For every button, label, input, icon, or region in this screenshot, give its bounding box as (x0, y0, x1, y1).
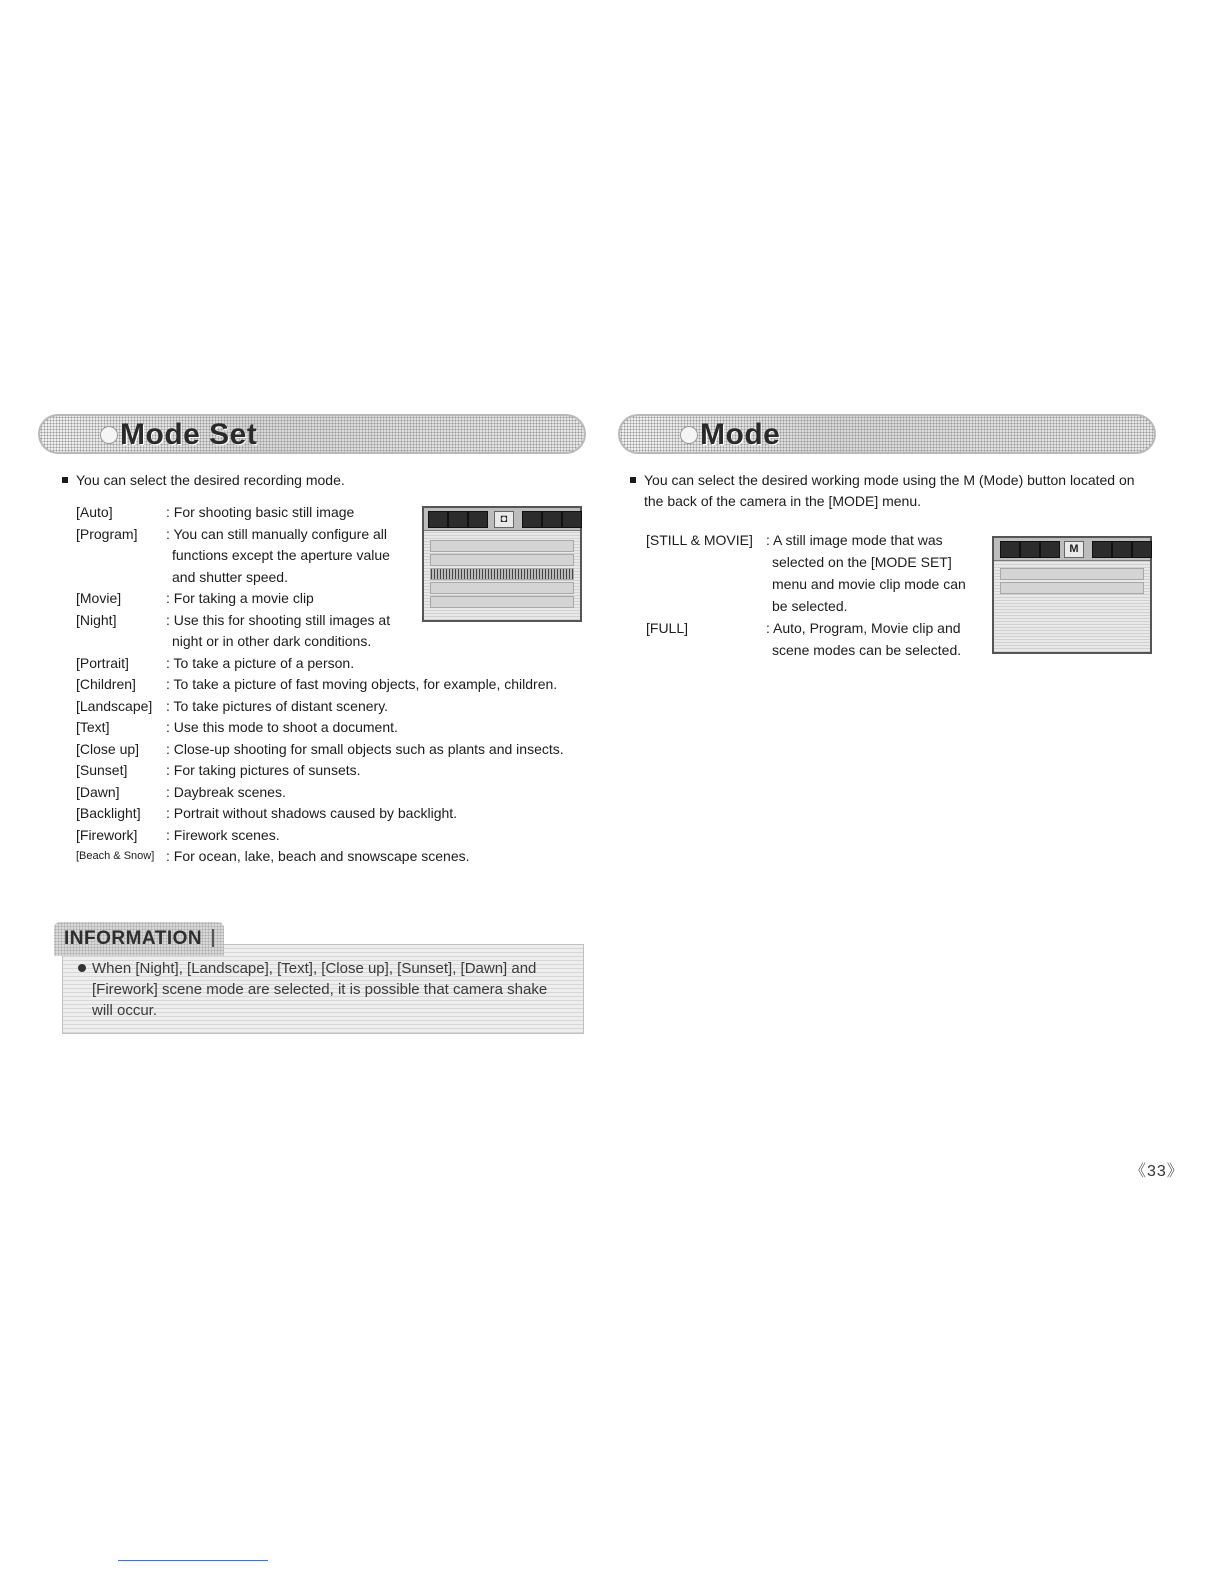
screen-tab-icon (542, 511, 562, 528)
screen-tab-icon (1132, 541, 1152, 558)
screen-tab-icon (1040, 541, 1060, 558)
mode-entry (76, 782, 596, 804)
mode-screen-image (992, 536, 1152, 654)
mode-intro-cont: the back of the camera in the [MODE] menu. (644, 493, 922, 509)
mode-description: functions except the aperture value (172, 547, 390, 563)
mode-name: [Children] (76, 676, 136, 692)
mode-description: night or in other dark conditions. (172, 633, 372, 649)
mode-description: : Auto, Program, Movie clip and (766, 620, 961, 636)
mode-description: : Use this mode to shoot a document. (166, 719, 398, 735)
mode-entry (76, 739, 596, 761)
information-header (54, 922, 224, 956)
mode-description: : To take a picture of fast moving objects, for example, children. (166, 676, 558, 692)
mode-set-banner (38, 414, 586, 454)
screen-menu-row (430, 582, 574, 594)
screen-tab-icon (1092, 541, 1112, 558)
mode-description: : Portrait without shadows caused by backlight. (166, 805, 458, 821)
mode-description: : A still image mode that was (766, 532, 943, 548)
mode-set-intro: You can select the desired recording mode. (62, 470, 345, 491)
mode-entry (76, 653, 596, 675)
mode-description: : For shooting basic still image (166, 504, 355, 520)
mode-name: [STILL & MOVIE] (646, 532, 753, 548)
mode-name: [Sunset] (76, 762, 128, 778)
screen-tab-icon (448, 511, 468, 528)
mode-description: : To take pictures of distant scenery. (166, 697, 389, 714)
mode-entry (76, 803, 596, 825)
square-bullet-icon (62, 477, 68, 483)
banner-dot-icon (680, 426, 698, 444)
screen-tab-icon (1020, 541, 1040, 558)
screen-tab-icon (428, 511, 448, 528)
mode-description: menu and movie clip mode can (772, 576, 966, 592)
screen-tab-icon (1000, 541, 1020, 558)
mode-entry (76, 674, 596, 696)
banner-dot-icon (100, 426, 118, 444)
mode-name: [Firework] (76, 826, 138, 843)
mode-intro: You can select the desired working mode using the M (Mode) button located on (630, 470, 1135, 491)
mode-description: : You can still manually configure all (166, 525, 388, 542)
mode-entry (76, 717, 596, 739)
screen-tab-bar (424, 508, 580, 531)
mode-set-screen-image (422, 506, 582, 622)
mode-description: : Daybreak scenes. (166, 783, 286, 800)
screen-tab-mode-icon: M (1064, 541, 1084, 558)
mode-name: [Portrait] (76, 654, 129, 671)
mode-description: : For taking a movie clip (166, 590, 314, 606)
mode-description: and shutter speed. (172, 568, 288, 585)
mode-name: [Backlight] (76, 805, 141, 821)
information-text: When [Night], [Landscape], [Text], [Close up], [Sunset], [Dawn] and [Firework] scene mode are selected, it is possible that camera shake will occur. (92, 958, 552, 1021)
mode-name: [Auto] (76, 504, 113, 520)
mode-name: [Beach & Snow] (76, 850, 155, 862)
mode-description: be selected. (772, 598, 848, 614)
mode-entry (76, 825, 596, 847)
mode-name: [Night] (76, 611, 117, 628)
screen-tab-icon (1112, 541, 1132, 558)
mode-description: : For ocean, lake, beach and snowscape scenes. (166, 848, 470, 864)
mode-name: [Dawn] (76, 783, 120, 800)
screen-tab-icon (468, 511, 488, 528)
mode-description: : For taking pictures of sunsets. (166, 762, 361, 778)
screen-menu-row (430, 568, 574, 580)
screen-menu-row (430, 540, 574, 552)
footer-rule (118, 1560, 268, 1561)
round-bullet-icon (78, 964, 86, 972)
screen-tab-icon (562, 511, 582, 528)
screen-menu-row (430, 554, 574, 566)
screen-menu-row (430, 596, 574, 608)
square-bullet-icon (630, 477, 636, 483)
mode-description: : Close-up shooting for small objects such as plants and insects. (166, 740, 564, 757)
mode-name: [Text] (76, 719, 110, 735)
mode-name: [FULL] (646, 620, 689, 636)
screen-menu-row (1000, 568, 1144, 580)
mode-description: : To take a picture of a person. (166, 654, 355, 671)
page-number: 《33》 (1130, 1163, 1184, 1180)
screen-tab-bar (994, 538, 1150, 561)
mode-description: selected on the [MODE SET] (772, 554, 952, 570)
mode-entry (76, 696, 596, 718)
mode-title: Mode (700, 418, 781, 451)
mode-entry (76, 760, 596, 782)
mode-description: : Firework scenes. (166, 826, 280, 843)
mode-banner (618, 414, 1156, 454)
information-title: INFORMATION (64, 928, 203, 949)
screen-tab-icon (522, 511, 542, 528)
mode-name: [Landscape] (76, 697, 153, 714)
mode-name: [Program] (76, 525, 138, 542)
screen-tab-camera-icon: ◘ (494, 511, 514, 528)
mode-entry (76, 846, 596, 868)
mode-name: [Movie] (76, 590, 122, 606)
screen-menu-row (1000, 582, 1144, 594)
header-divider (212, 929, 214, 947)
mode-set-title: Mode Set (120, 418, 258, 451)
mode-description: : Use this for shooting still images at (166, 611, 391, 628)
mode-description: scene modes can be selected. (772, 642, 962, 658)
mode-name: [Close up] (76, 740, 140, 757)
